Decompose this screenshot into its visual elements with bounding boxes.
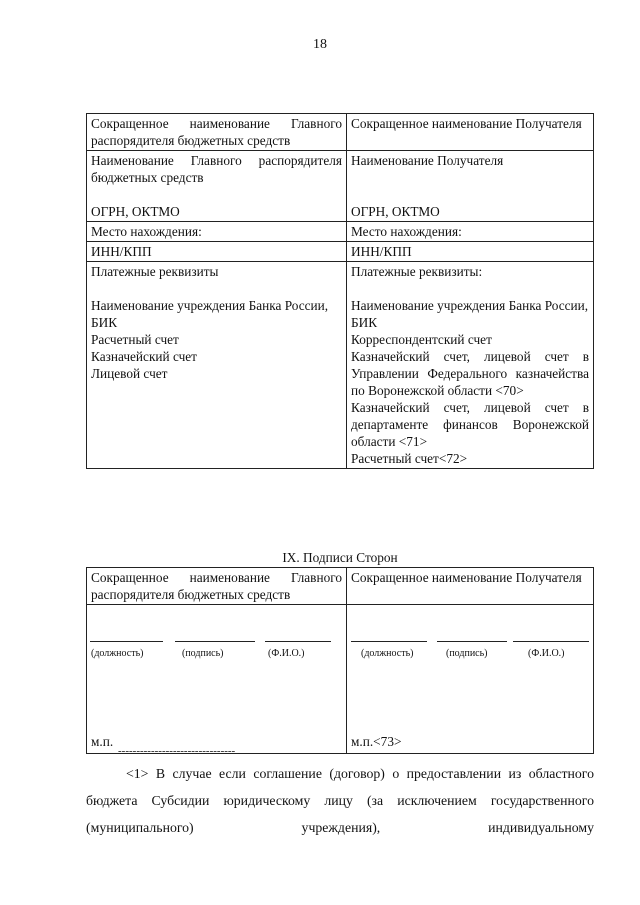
recipient-treasury-account-dept: Казначейский счет, лицевой счет в департаменте финансов Воронежской области <71> (351, 400, 589, 449)
recipient-short-name-cell (347, 114, 594, 151)
sig-grbs-cell (87, 605, 347, 754)
recipient-payment-cell (347, 262, 594, 469)
sig-recipient-header-cell (347, 568, 594, 605)
sig-grbs-header-label: Сокращенное наименование Главного распорядителя бюджетных средств (91, 570, 342, 602)
position-caption: (должность) (91, 648, 144, 659)
recipient-bik: БИК (351, 315, 378, 330)
recipient-short-name-label: Сокращенное наименование Получателя (351, 116, 582, 131)
grbs-personal-account: Лицевой счет (91, 366, 168, 381)
recipient-bank-name: Наименование учреждения Банка России, (351, 298, 589, 313)
table-row (87, 262, 594, 469)
grbs-inn-label: ИНН/КПП (91, 244, 152, 259)
grbs-name-label: Наименование Главного распорядителя бюджетных средств (91, 153, 342, 185)
recipient-corr-account: Корреспондентский счет (351, 332, 492, 347)
table-row (87, 114, 594, 151)
sig-recipient-header-label: Сокращенное наименование Получателя (351, 570, 582, 585)
table-row (87, 151, 594, 222)
recipient-treasury-account-ufk: Казначейский счет, лицевой счет в Управлении Федерального казначейства по Воронежской области <70> (351, 349, 589, 398)
grbs-bank-name: Наименование учреждения Банка России, (91, 298, 329, 313)
recipient-ogrn-label: ОГРН, ОКТМО (351, 204, 440, 219)
grbs-short-name-label: Сокращенное наименование Главного распорядителя бюджетных средств (91, 116, 342, 148)
stamp-place-label: м.п.<73> (351, 734, 402, 749)
signature-caption: (подпись) (182, 648, 224, 659)
grbs-payment-cell (87, 262, 347, 469)
recipient-location-cell (347, 222, 594, 242)
position-line (351, 641, 427, 642)
grbs-location-label: Место нахождения: (91, 224, 202, 239)
recipient-inn-cell (347, 242, 594, 262)
grbs-inn-cell (87, 242, 347, 262)
table-row (87, 222, 594, 242)
footnote-text: <1> В случае если соглашение (договор) о предоставлении из областного бюджета Субсидии юридическому лицу (за исключением государственного (муниципального) учреждения), индивидуальному (86, 766, 594, 835)
recipient-payment-heading: Платежные реквизиты: (351, 264, 483, 279)
signature-caption: (подпись) (446, 648, 488, 659)
sig-recipient-cell (347, 605, 594, 754)
grbs-bik: БИК (91, 315, 118, 330)
recipient-location-label: Место нахождения: (351, 224, 462, 239)
table-row (87, 242, 594, 262)
position-caption: (должность) (361, 648, 414, 659)
grbs-name-cell (87, 151, 347, 222)
sig-grbs-header-cell (87, 568, 347, 605)
page-number: 18 (313, 37, 327, 52)
recipient-settlement-account: Расчетный счет<72> (351, 451, 468, 466)
grbs-settlement-account: Расчетный счет (91, 332, 179, 347)
recipient-name-cell (347, 151, 594, 222)
grbs-payment-heading: Платежные реквизиты (91, 264, 219, 279)
table-row (87, 568, 594, 605)
name-caption: (Ф.И.О.) (528, 648, 565, 659)
recipient-inn-label: ИНН/КПП (351, 244, 412, 259)
recipient-name-label: Наименование Получателя (351, 153, 504, 168)
position-line (90, 641, 163, 642)
name-caption: (Ф.И.О.) (268, 648, 305, 659)
signature-line (437, 641, 507, 642)
requisites-table (86, 113, 594, 469)
grbs-location-cell (87, 222, 347, 242)
name-line (265, 641, 331, 642)
table-row (87, 605, 594, 754)
stamp-place-label: м.п. (91, 734, 114, 749)
footnote-separator: -------------------------------- (118, 745, 236, 757)
grbs-treasury-account: Казначейский счет (91, 349, 197, 364)
grbs-short-name-cell (87, 114, 347, 151)
name-line (513, 641, 589, 642)
signatures-title: IX. Подписи Сторон (282, 550, 398, 565)
grbs-ogrn-label: ОГРН, ОКТМО (91, 204, 180, 219)
signatures-table (86, 567, 594, 754)
signature-line (175, 641, 255, 642)
